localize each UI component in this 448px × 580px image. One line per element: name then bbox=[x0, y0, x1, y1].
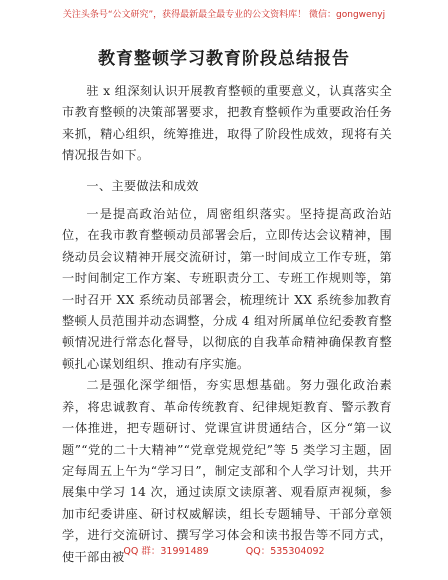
footer-contact bbox=[0, 543, 448, 557]
document-body bbox=[62, 81, 392, 568]
section-heading: 一、主要做法和成效 bbox=[86, 178, 199, 193]
header-promo-note: 关注头条号“公文研究”，获得最新最全最专业的公文资料库！ 微信：gongwenyj bbox=[62, 10, 386, 20]
intro-paragraph: 驻 x 组深刻认识开展教育整顿的重要意义，认真落实全市教育整顿的决策部署要求，把教育整顿作为重要政治任务来抓，精心组织，统筹推进，取得了阶段性成效，现将有关情况报告如下。 bbox=[62, 84, 392, 163]
document-title: 教育整顿学习教育阶段总结报告 bbox=[98, 49, 350, 69]
body-paragraph-2: 二是强化深学细悟，夯实思想基础。努力强化政治素养，将忠诚教育、革命传统教育、纪律规矩教育、警示教育一体推进，把专题研讨、党课宣讲贯通结合，区分“第一议题”“党的二十大精神”“党章党规党纪”等 5 类学习主题，固定每周五上午为“学习日”，制定支部和个人学习计划，共开展集中学习 14 次，通过读原文读原著、观看原声视频，参加市纪委讲座、研讨权威解读，组长专题辅导、干部分章领学，进行交流研讨、撰写学习体会和读书报告等不同方式，使干部由被 bbox=[62, 378, 392, 564]
footer-qq-group: QQ 群：31991489 bbox=[123, 546, 209, 557]
footer-qq: QQ：535304092 bbox=[245, 546, 325, 557]
body-paragraph-1: 一是提高政治站位，周密组织落实。坚持提高政治站位，在我市教育整顿动员部署会后，立即传达会议精神，围绕动员会议精神开展交流研讨，第一时间成立工作专班，第一时间制定工作方案、专班职责分工、专班工作规则等，第一时召开 XX 系统动员部署会，梳理统计 XX 系统参加教育整顿人员范围并动态调整，分成 4 组对所属单位纪委教育整顿情况进行常态化督导，以彻底的自我革命精神确保教育整顿扎心谋划组织、推动有序实施。 bbox=[62, 207, 392, 371]
